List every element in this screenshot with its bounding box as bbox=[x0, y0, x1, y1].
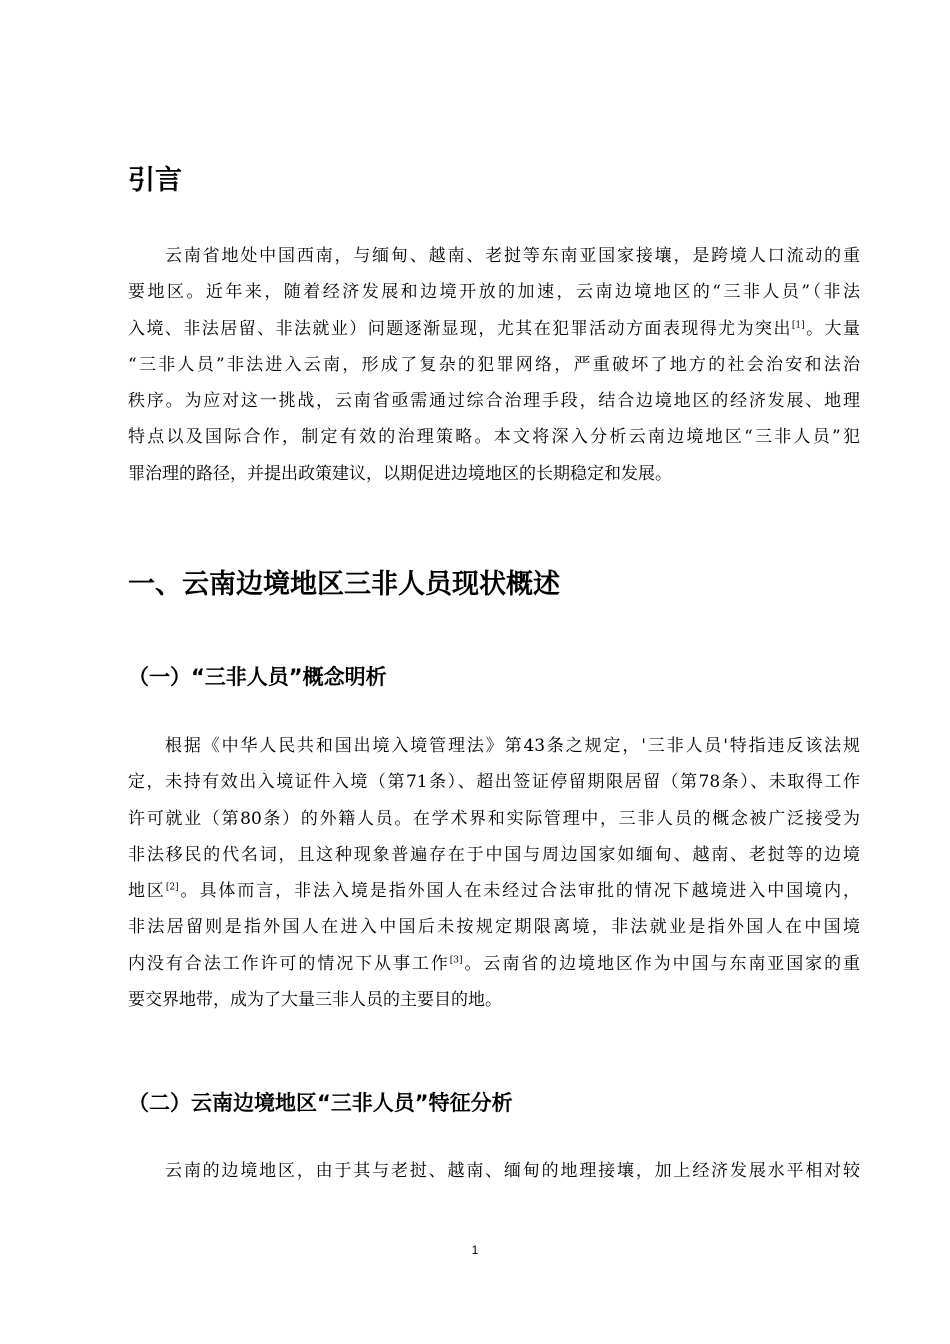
paragraph-line: 秩序。为应对这一挑战，云南省亟需通过综合治理手段，结合边境地区的经济发展、地理 bbox=[128, 391, 860, 412]
citation-ref: [3] bbox=[449, 955, 463, 966]
paragraph-line: 要交界地带，成为了大量三非人员的主要目的地。 bbox=[128, 990, 502, 1011]
line-text: 内没有合法工作许可的情况下从事工作 bbox=[128, 953, 450, 974]
citation-ref: [2] bbox=[165, 882, 179, 893]
paragraph-line: 非法移民的代名词，且这种现象普遍存在于中国与周边国家如缅甸、越南、老挝等的边境 bbox=[128, 844, 860, 865]
line-text: 地区 bbox=[128, 881, 166, 902]
paragraph-line: 要地区。近年来，随着经济发展和边境开放的加速，云南边境地区的“三非人员”（非法 bbox=[128, 282, 860, 303]
subsection2-paragraph bbox=[128, 1153, 860, 1189]
subsection1-paragraph bbox=[128, 728, 860, 1018]
citation-ref: [1] bbox=[791, 319, 805, 330]
paragraph-line: “三非人员”非法进入云南，形成了复杂的犯罪网络，严重破坏了地方的社会治安和法治 bbox=[128, 354, 860, 375]
line-text: 。大量 bbox=[804, 318, 860, 339]
paragraph-line bbox=[128, 311, 860, 347]
intro-heading: 引言 bbox=[128, 165, 182, 196]
paragraph-line: 许可就业（第80条）的外籍人员。在学术界和实际管理中，三非人员的概念被广泛接受为 bbox=[128, 808, 860, 829]
line-text: 。云南省的边境地区作为中国与东南亚国家的重 bbox=[462, 953, 860, 974]
subsection2-heading: （二）云南边境地区“三非人员”特征分析 bbox=[128, 1091, 513, 1115]
paragraph-line: 云南的边境地区，由于其与老挝、越南、缅甸的地理接壤，加上经济发展水平相对较 bbox=[165, 1161, 860, 1181]
paragraph-line bbox=[128, 873, 860, 909]
paragraph-line: 特点以及国际合作，制定有效的治理策略。本文将深入分析云南边境地区“三非人员”犯 bbox=[128, 427, 860, 448]
paragraph-line: 根据《中华人民共和国出境入境管理法》第43条之规定，'三非人员'特指违反该法规 bbox=[165, 736, 860, 756]
paragraph-line bbox=[128, 946, 860, 982]
paragraph-line: 非法居留则是指外国人在进入中国后未按规定期限离境，非法就业是指外国人在中国境 bbox=[128, 917, 860, 938]
paragraph-line: 定，未持有效出入境证件入境（第71条）、超出签证停留期限居留（第78条）、未取得工作 bbox=[128, 772, 860, 793]
section1-heading: 一、云南边境地区三非人员现状概述 bbox=[128, 569, 560, 600]
line-text: 入境、非法居留、非法就业）问题逐渐显现，尤其在犯罪活动方面表现得尤为突出 bbox=[128, 318, 792, 339]
line-text: 。具体而言，非法入境是指外国人在未经过合法审批的情况下越境进入中国境内， bbox=[178, 881, 860, 902]
intro-paragraph bbox=[128, 238, 860, 492]
paragraph-line: 罪治理的路径，并提出政策建议，以期促进边境地区的长期稳定和发展。 bbox=[128, 463, 672, 484]
paragraph-line: 云南省地处中国西南，与缅甸、越南、老挝等东南亚国家接壤，是跨境人口流动的重 bbox=[165, 246, 860, 266]
page-number: 1 bbox=[471, 1243, 479, 1257]
subsection1-heading: （一）“三非人员”概念明析 bbox=[128, 665, 387, 689]
